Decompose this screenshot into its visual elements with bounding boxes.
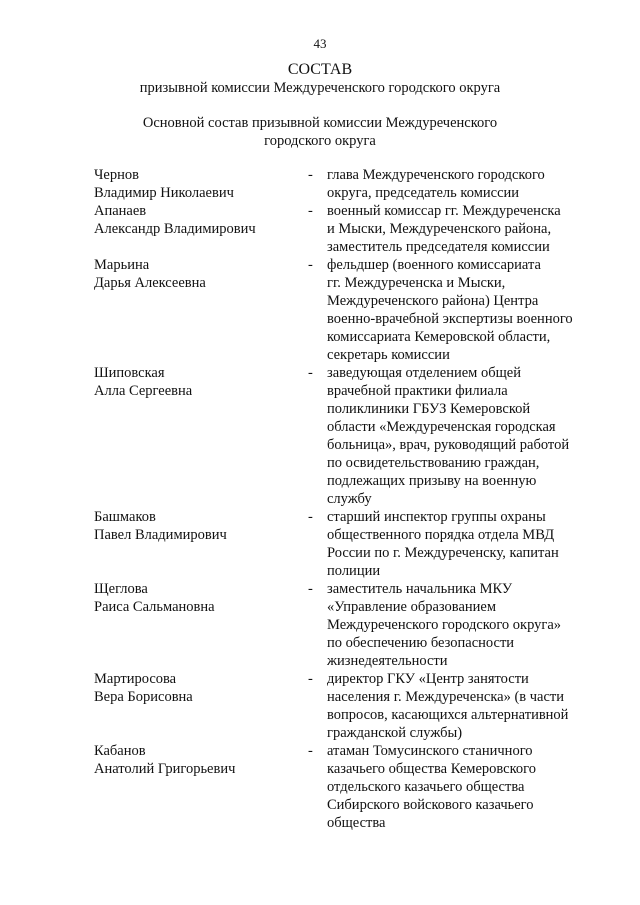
member-position-line: атаман Томусинского станичного — [327, 743, 533, 759]
dash-separator: - — [308, 167, 313, 183]
member-position-line: Сибирского войскового казачьего — [327, 797, 534, 813]
member-position-line: заместитель начальника МКУ — [327, 581, 513, 597]
member-given-name: Владимир Николаевич — [94, 185, 234, 201]
member-position-line: гг. Междуреченска и Мыски, — [327, 275, 506, 291]
member-position — [327, 670, 602, 742]
member-given-name: Александр Владимирович — [94, 221, 256, 237]
dash-separator: - — [308, 509, 313, 525]
member-position-line: по обеспечению безопасности — [327, 635, 515, 651]
member-position-line: округа, председатель комиссии — [327, 185, 520, 201]
member-position-line: фельдшер (военного комиссариата — [327, 257, 541, 273]
member-position-line: гражданской службы) — [327, 725, 463, 741]
member-position-line: военный комиссар гг. Междуреченска — [327, 203, 561, 219]
member-surname: Чернов — [94, 167, 139, 183]
member-position-line: жизнедеятельности — [327, 653, 448, 669]
document-title: СОСТАВ — [287, 61, 353, 78]
member-position-line: общественного порядка отдела МВД — [327, 527, 555, 543]
member-surname: Башмаков — [94, 509, 156, 525]
member-position-line: Междуреченского городского округа» — [327, 617, 562, 633]
dash-separator: - — [308, 257, 313, 273]
dash-separator: - — [308, 365, 313, 381]
member-position-line: заместитель председателя комиссии — [327, 239, 550, 255]
member-entry — [0, 256, 640, 364]
member-position-line: заведующая отделением общей — [327, 365, 521, 381]
member-position-line: населения г. Междуреченска» (в части — [327, 689, 565, 705]
member-position — [327, 580, 602, 670]
page-number: 43 — [313, 36, 327, 51]
member-given-name: Анатолий Григорьевич — [94, 761, 236, 777]
member-position-line: секретарь комиссии — [327, 347, 450, 363]
member-position-line: «Управление образованием — [327, 599, 497, 615]
member-position-line: полиции — [327, 563, 381, 579]
member-given-name: Алла Сергеевна — [94, 383, 193, 399]
member-position-line: комиссариата Кемеровской области, — [327, 329, 551, 345]
member-position-line: России по г. Междуреченску, капитан — [327, 545, 559, 561]
member-surname: Марьина — [94, 257, 150, 273]
members-list — [0, 166, 640, 832]
section-title-line: городского округа — [264, 133, 376, 149]
member-entry — [0, 364, 640, 508]
member-position-line: казачьего общества Кемеровского — [327, 761, 536, 777]
member-position-line: службу — [327, 491, 372, 507]
member-position-line: больница», врач, руководящий работой — [327, 437, 570, 453]
section-title — [0, 114, 640, 150]
dash-separator: - — [308, 203, 313, 219]
member-position-line: вопросов, касающихся альтернативной — [327, 707, 569, 723]
member-position — [327, 166, 602, 202]
member-given-name: Дарья Алексеевна — [94, 275, 206, 291]
member-position-line: по освидетельствованию граждан, — [327, 455, 540, 471]
member-surname: Кабанов — [94, 743, 146, 759]
dash-separator: - — [308, 671, 313, 687]
member-position-line: Междуреченского района) Центра — [327, 293, 539, 309]
member-position — [327, 256, 602, 364]
member-position — [327, 202, 602, 256]
section-title-line: Основной состав призывной комиссии Междуреченского — [142, 115, 498, 131]
dash-separator: - — [308, 743, 313, 759]
member-entry — [0, 202, 640, 256]
member-surname: Апанаев — [94, 203, 147, 219]
member-position-line: глава Междуреченского городского — [327, 167, 545, 183]
member-given-name: Раиса Сальмановна — [94, 599, 215, 615]
member-entry — [0, 742, 640, 832]
member-position — [327, 364, 602, 508]
member-given-name: Вера Борисовна — [94, 689, 193, 705]
member-position-line: директор ГКУ «Центр занятости — [327, 671, 529, 687]
member-position-line: общества — [327, 815, 386, 831]
member-given-name: Павел Владимирович — [94, 527, 227, 543]
member-entry — [0, 670, 640, 742]
dash-separator: - — [308, 581, 313, 597]
member-position-line: отдельского казачьего общества — [327, 779, 525, 795]
member-position-line: области «Междуреченская городская — [327, 419, 556, 435]
member-entry — [0, 166, 640, 202]
member-surname: Щеглова — [94, 581, 148, 597]
member-surname: Мартиросова — [94, 671, 177, 687]
document-subtitle: призывной комиссии Междуреченского городского округа — [139, 80, 501, 96]
member-entry — [0, 580, 640, 670]
member-surname: Шиповская — [94, 365, 165, 381]
member-position-line: и Мыски, Междуреченского района, — [327, 221, 552, 237]
member-position-line: поликлиники ГБУЗ Кемеровской — [327, 401, 531, 417]
member-position-line: врачебной практики филиала — [327, 383, 508, 399]
member-position-line: военно-врачебной экспертизы военного — [327, 311, 573, 327]
member-position — [327, 508, 602, 580]
member-position-line: подлежащих призыву на военную — [327, 473, 537, 489]
member-position — [327, 742, 602, 832]
member-entry — [0, 508, 640, 580]
member-position-line: старший инспектор группы охраны — [327, 509, 546, 525]
